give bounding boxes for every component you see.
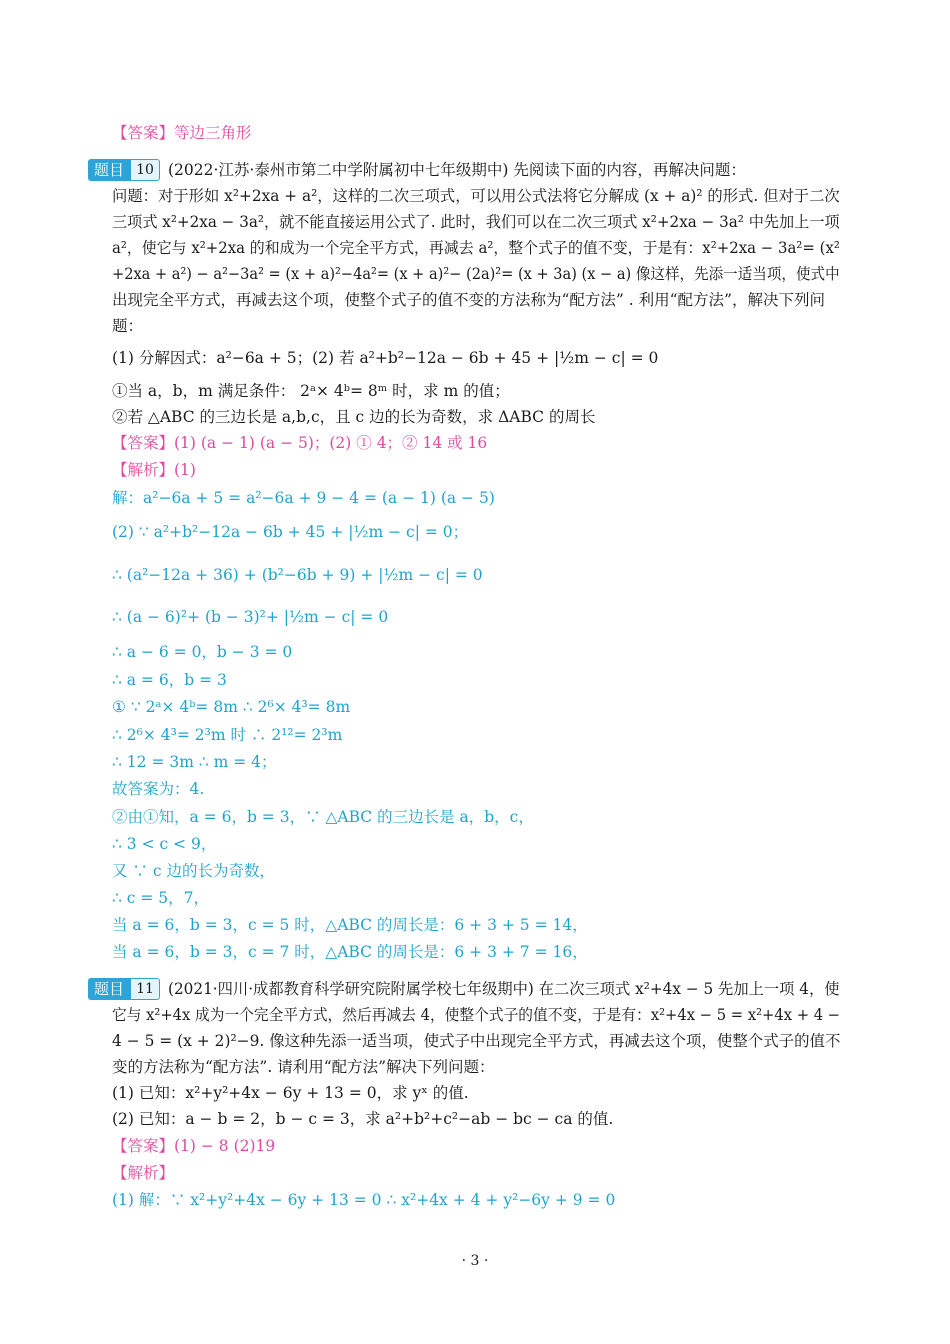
q11-line-3: 变的方法称为“配方法”. 请利用“配方法”解决下列问题： — [112, 1058, 495, 1076]
q10-analysis-line: ∴ a − 6 = 0，b − 3 = 0 — [112, 643, 293, 661]
q10-line-4: +2xa + a²) − a²−3a² = (x + a)²−4a²= (x + a)²− (2a)²= (x + 3a) (x − a) 像这样，先添一适当项，使式中 — [112, 265, 840, 283]
q10-line-1: 问题：对于形如 x²+2xa + a²，这样的二次三项式，可以用公式法将它分解成 (x + a)² 的形式. 但对于二次 — [112, 187, 840, 205]
q10-line-2: 三项式 x²+2xa − 3a²，就不能直接运用公式了. 此时，我们可以在二次三项式 x²+2xa − 3a² 中先加上一项 — [112, 213, 840, 231]
q10-analysis-line: 解：a²−6a + 5 = a²−6a + 9 − 4 = (a − 1) (a − 5) — [112, 489, 495, 507]
q11-line-0: (2021·四川·成都教育科学研究院附属学校七年级期中) 在二次三项式 x²+4x − 5 先加上一项 4，使 — [168, 980, 840, 998]
q11-line-1: 它与 x²+4x 成为一个完全平方式，然后再减去 4，使整个式子的值不变，于是有：x²+4x − 5 = x²+4x + 4 − — [112, 1006, 841, 1024]
question-10-tag — [88, 159, 160, 181]
question-tag-label: 题目 — [88, 978, 130, 1000]
q11-analysis-line: (1) 解：∵ x²+y²+4x − 6y + 13 = 0 ∴ x²+4x + 4 + y²−6y + 9 = 0 — [112, 1191, 616, 1209]
q10-analysis-line: ∴ 3 < c < 9， — [112, 835, 217, 853]
question-11-tag — [88, 978, 160, 1000]
q10-analysis-line: 当 a = 6，b = 3，c = 5 时，△ABC 的周长是：6 + 3 + 5 = 14， — [112, 916, 588, 934]
q10-line-8: ①当 a，b，m 满足条件： 2ᵃ× 4ᵇ= 8ᵐ 时，求 m 的值； — [112, 382, 510, 400]
q10-analysis-line: 又 ∵ c 边的长为奇数， — [112, 862, 275, 880]
q10-analysis-line: ∴ (a − 6)²+ (b − 3)²+ |½m − c| = 0 — [112, 608, 389, 626]
q10-line-0: (2022·江苏·泰州市第二中学附属初中七年级期中) 先阅读下面的内容，再解决问题： — [168, 161, 746, 179]
q10-line-7: (1) 分解因式：a²−6a + 5；(2) 若 a²+b²−12a − 6b + 45 + |½m − c| = 0 — [112, 349, 659, 367]
q10-line-9: ②若 △ABC 的三边长是 a,b,c，且 c 边的长为奇数，求 ΔABC 的周长 — [112, 408, 596, 426]
q11-line-2: 4 − 5 = (x + 2)²−9. 像这种先添一适当项，使式子中出现完全平方式，再减去这个项，使整个式子的值不 — [112, 1032, 841, 1050]
q10-analysis-line: ∴ 2⁶× 4³= 2³m 时 ∴ 2¹²= 2³m — [112, 726, 343, 744]
q11-line-4: (1) 已知：x²+y²+4x − 6y + 13 = 0，求 yˣ 的值. — [112, 1084, 469, 1102]
q10-analysis-line: ∴ c = 5，7， — [112, 889, 210, 907]
q10-analysis-line: 故答案为：4. — [112, 780, 205, 798]
q10-analysis-line: ∴ 12 = 3m ∴ m = 4； — [112, 753, 277, 771]
question-number: 10 — [130, 159, 160, 181]
question-number: 11 — [130, 978, 160, 1000]
q10-analysis-line: ∴ (a²−12a + 36) + (b²−6b + 9) + |½m − c| = 0 — [112, 566, 483, 584]
q10-analysis-line: ②由①知，a = 6，b = 3，∵ △ABC 的三边长是 a，b，c， — [112, 808, 534, 826]
q10-analysis-line: ① ∵ 2ᵃ× 4ᵇ= 8m ∴ 2⁶× 4³= 8m — [112, 698, 351, 716]
q10-analysis-label: 【解析】(1) — [112, 461, 196, 479]
q10-line-3: a²，使它与 x²+2xa 的和成为一个完全平方式，再减去 a²，整个式子的值不变，于是有：x²+2xa − 3a²= (x² — [112, 239, 840, 257]
prev-answer: 【答案】等边三角形 — [112, 124, 252, 142]
q10-analysis-line: ∴ a = 6，b = 3 — [112, 671, 227, 689]
q10-answer: 【答案】(1) (a − 1) (a − 5)；(2) ① 4；② 14 或 16 — [112, 434, 488, 452]
page-number: · 3 · — [461, 1253, 489, 1269]
q10-analysis-line: (2) ∵ a²+b²−12a − 6b + 45 + |½m − c| = 0； — [112, 523, 469, 541]
q10-analysis-line: 当 a = 6，b = 3，c = 7 时，△ABC 的周长是：6 + 3 + 7 = 16， — [112, 943, 588, 961]
q11-answer: 【答案】(1) − 8 (2)19 — [112, 1137, 276, 1155]
q10-line-5: 出现完全平方式，再减去这个项，使整个式子的值不变的方法称为“配方法” . 利用“配方法”，解决下列问 — [112, 291, 825, 309]
question-tag-label: 题目 — [88, 159, 130, 181]
q11-analysis-label: 【解析】 — [112, 1164, 175, 1182]
q10-line-6: 题： — [112, 317, 144, 335]
q11-line-5: (2) 已知：a − b = 2，b − c = 3，求 a²+b²+c²−ab − bc − ca 的值. — [112, 1110, 614, 1128]
